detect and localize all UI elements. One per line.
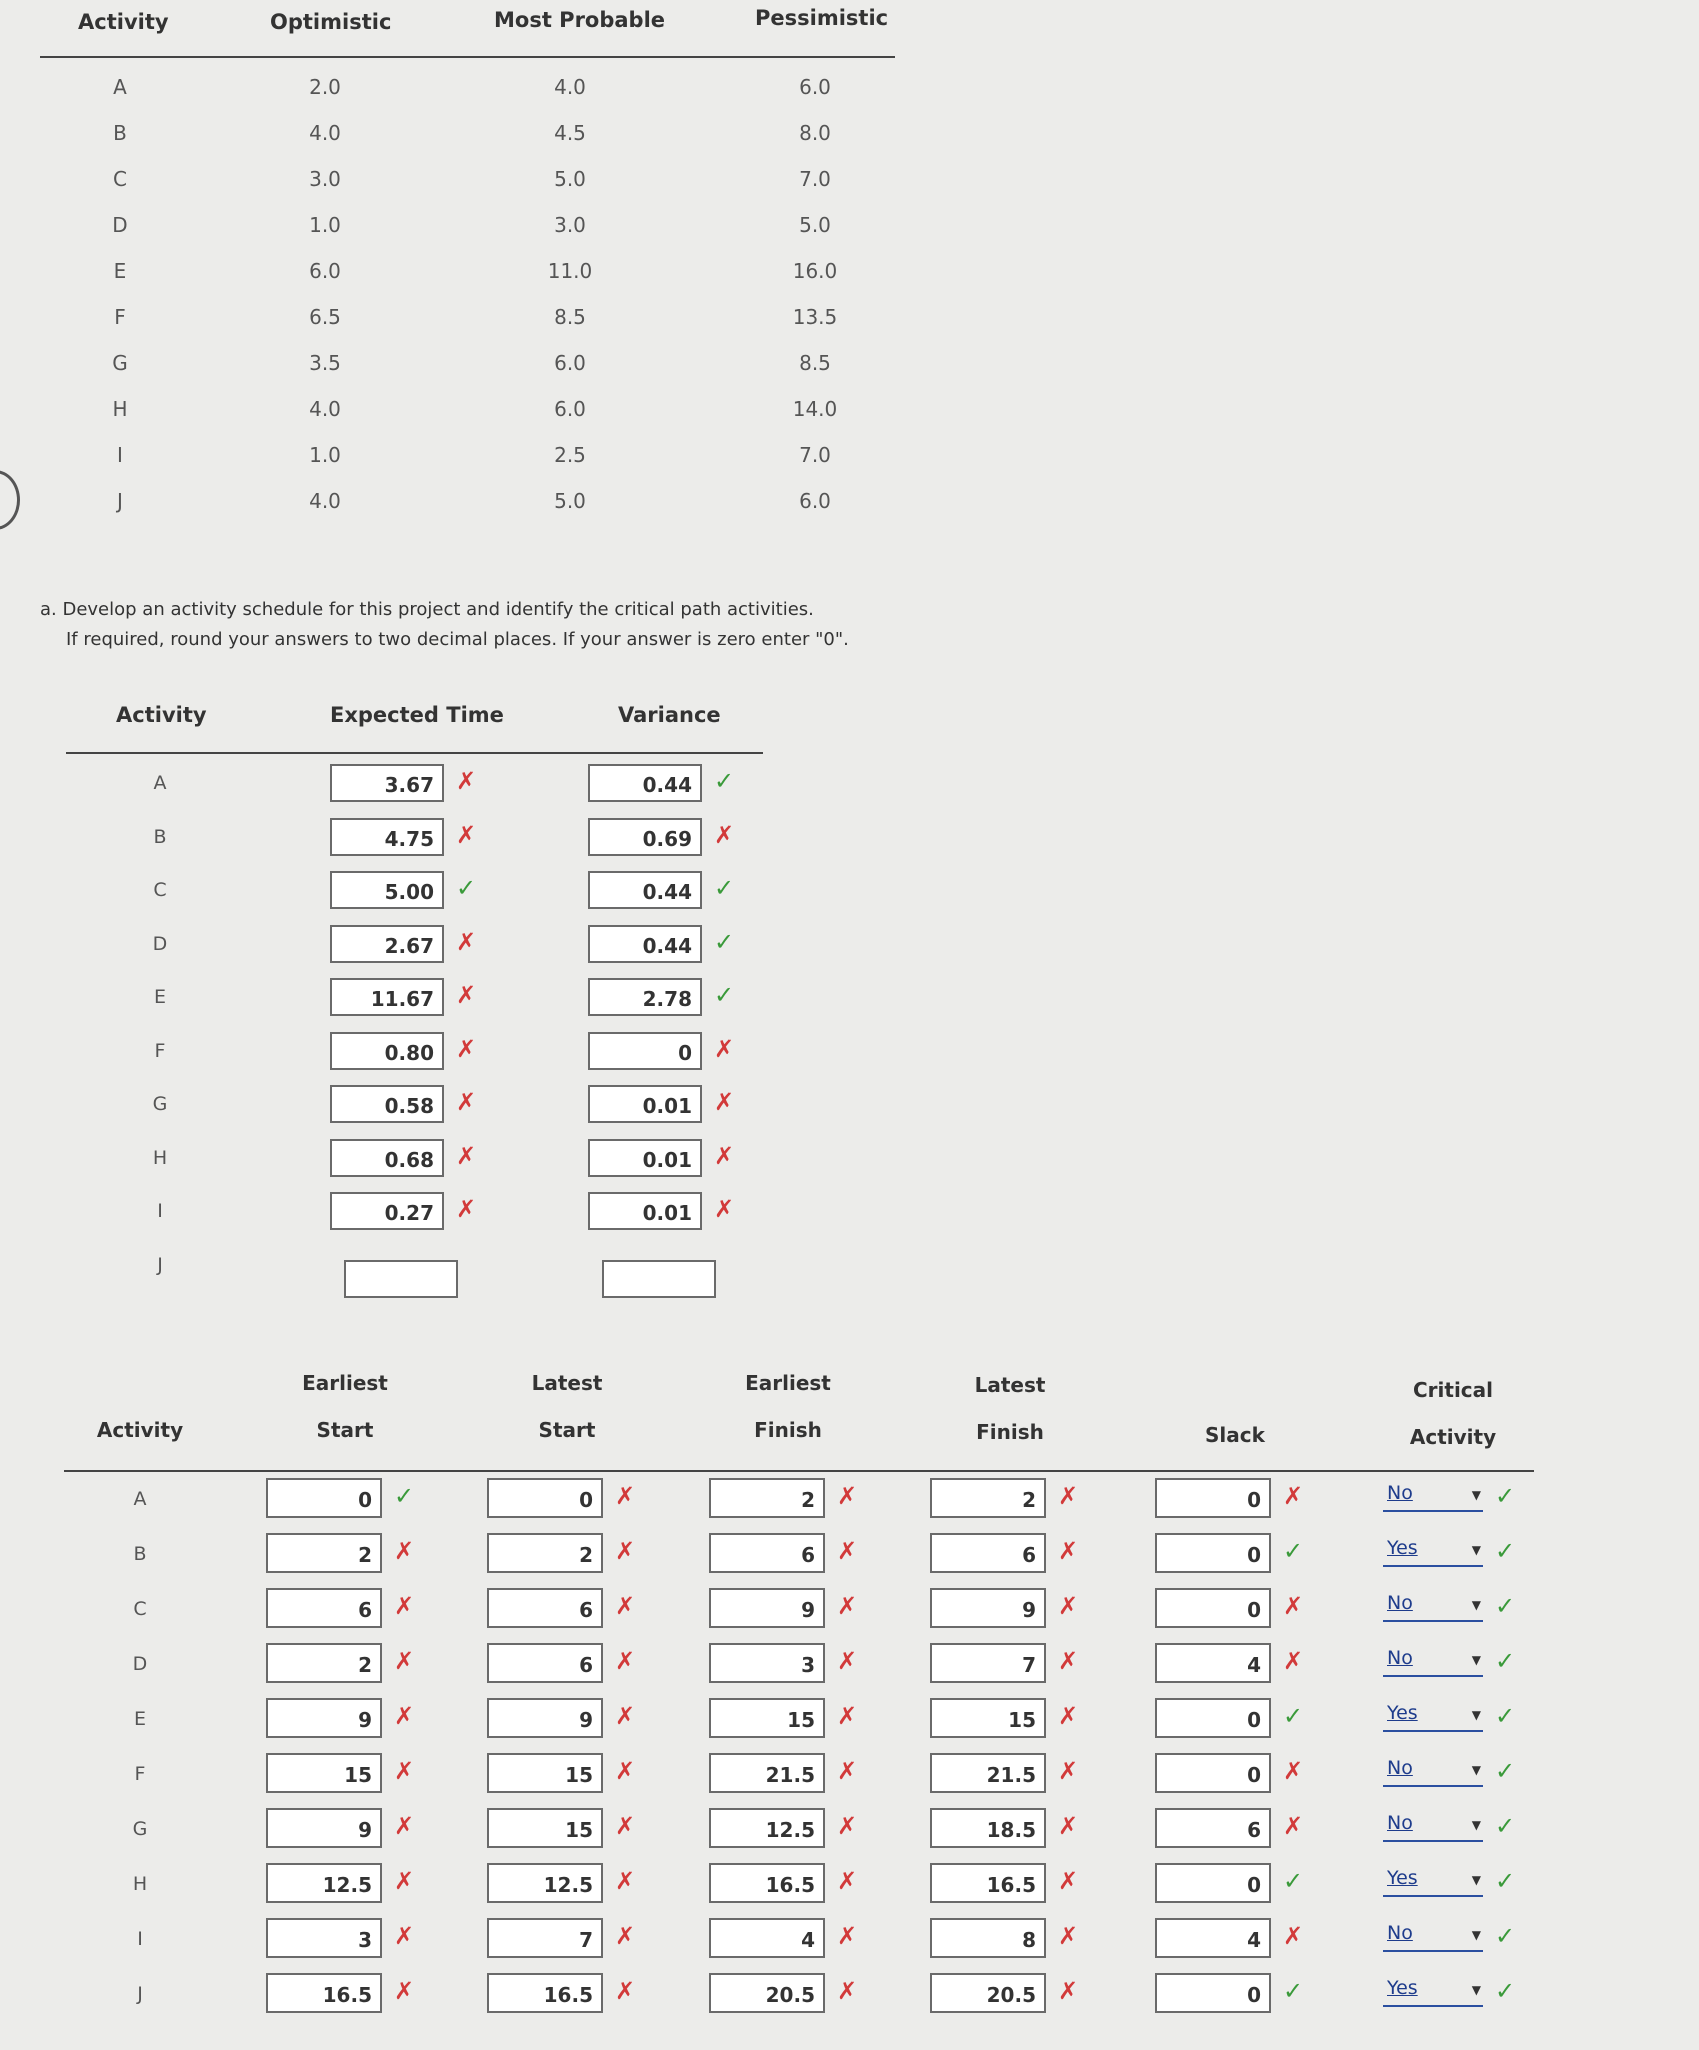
table-row — [0, 1698, 1699, 1748]
activity-label: D — [132, 1653, 148, 1675]
table-row — [0, 213, 900, 253]
cross-icon: ✗ — [837, 1537, 858, 1565]
table-row — [0, 1085, 800, 1131]
activity-label: C — [133, 1598, 147, 1620]
activity-label: E — [133, 1708, 146, 1730]
check-icon: ✓ — [1283, 1702, 1304, 1730]
activity-label: G — [152, 1093, 168, 1115]
time-value: 16.0 — [792, 259, 838, 283]
activity-label: I — [117, 443, 123, 467]
col-header-pessimistic: Pessimistic — [755, 6, 889, 30]
activity-label: F — [114, 305, 126, 329]
activity-label: H — [132, 1873, 148, 1895]
col-header-latest-start-1: Latest — [531, 1371, 603, 1395]
table-row — [0, 1973, 1699, 2023]
cross-icon: ✗ — [394, 1702, 415, 1730]
table-row — [0, 818, 800, 864]
critical-activity-select[interactable] — [1383, 1482, 1483, 1512]
table-row — [0, 1643, 1699, 1693]
cross-icon: ✗ — [615, 1647, 636, 1675]
activity-label: E — [153, 986, 166, 1008]
critical-activity-value: No — [1387, 1922, 1413, 1944]
check-icon: ✓ — [1495, 1757, 1516, 1785]
table-row — [0, 259, 900, 299]
activity-label: J — [157, 1253, 163, 1276]
expected-time-input[interactable]: 0.68 — [330, 1139, 444, 1177]
cross-icon: ✗ — [456, 1088, 477, 1116]
earliest-start-input[interactable]: 9 — [266, 1698, 382, 1738]
cross-icon: ✗ — [1058, 1812, 1079, 1840]
time-value: 6.5 — [309, 305, 341, 329]
latest-start-input[interactable]: 15 — [487, 1808, 603, 1848]
cross-icon: ✗ — [456, 767, 477, 795]
col-header-earliest-start-1: Earliest — [302, 1371, 388, 1395]
time-value: 13.5 — [792, 305, 838, 329]
earliest-finish-input[interactable]: 20.5 — [709, 1973, 825, 2013]
expected-time-input[interactable]: 0.27 — [330, 1192, 444, 1230]
cross-icon: ✗ — [1283, 1922, 1304, 1950]
earliest-finish-input[interactable]: 4 — [709, 1918, 825, 1958]
time-value: 1.0 — [309, 213, 341, 237]
latest-finish-input[interactable]: 6 — [930, 1533, 1046, 1573]
cross-icon: ✗ — [1058, 1977, 1079, 2005]
col-header-earliest-start-2: Start — [316, 1418, 374, 1442]
time-value: 4.0 — [554, 75, 586, 99]
cross-icon: ✗ — [394, 1647, 415, 1675]
activity-label: C — [153, 879, 167, 901]
activity-label: I — [157, 1200, 163, 1222]
earliest-finish-input[interactable]: 12.5 — [709, 1808, 825, 1848]
time-value: 4.5 — [554, 121, 586, 145]
time-value: 6.0 — [799, 75, 831, 99]
cross-icon: ✗ — [837, 1977, 858, 2005]
activity-label: A — [133, 1488, 147, 1510]
latest-start-input[interactable]: 0 — [487, 1478, 603, 1518]
critical-activity-value: No — [1387, 1647, 1413, 1669]
col-header-critical-2: Activity — [1409, 1425, 1497, 1449]
time-value: 5.0 — [799, 213, 831, 237]
activity-label: H — [152, 1146, 168, 1169]
cross-icon: ✗ — [456, 820, 477, 849]
cross-icon: ✗ — [1058, 1537, 1079, 1565]
slack-input[interactable]: 4 — [1155, 1918, 1271, 1958]
col-header-optimistic: Optimistic — [270, 10, 392, 34]
cross-icon: ✗ — [615, 1977, 636, 2005]
cross-icon: ✗ — [615, 1922, 636, 1950]
slack-input[interactable]: 0 — [1155, 1863, 1271, 1903]
latest-finish-input[interactable]: 2 — [930, 1478, 1046, 1518]
earliest-finish-input[interactable]: 2 — [709, 1478, 825, 1518]
variance-input[interactable]: 0 — [588, 1032, 702, 1070]
cross-icon: ✗ — [837, 1647, 858, 1675]
chevron-down-icon[interactable]: ▼ — [1471, 1818, 1481, 1832]
earliest-finish-input[interactable]: 16.5 — [709, 1863, 825, 1903]
variance-input[interactable]: 0.01 — [588, 1085, 702, 1123]
cross-icon: ✗ — [394, 1977, 415, 2005]
cross-icon: ✗ — [1058, 1702, 1079, 1730]
cross-icon: ✗ — [714, 1141, 735, 1170]
cross-icon: ✗ — [1058, 1647, 1079, 1675]
variance-input[interactable]: 2.78 — [588, 978, 702, 1016]
table-row — [0, 871, 800, 917]
col-header-expected-time: Expected Time — [330, 703, 504, 727]
header-divider — [64, 1470, 1534, 1472]
activity-label: C — [113, 167, 127, 191]
time-value: 7.0 — [799, 167, 831, 191]
slack-input[interactable]: 0 — [1155, 1588, 1271, 1628]
cross-icon: ✗ — [615, 1867, 636, 1895]
critical-activity-select[interactable] — [1383, 1867, 1483, 1897]
col-header-critical-1: Critical — [1412, 1378, 1494, 1402]
activity-label: F — [134, 1763, 146, 1785]
latest-start-input[interactable]: 9 — [487, 1698, 603, 1738]
slack-input[interactable]: 4 — [1155, 1643, 1271, 1683]
critical-activity-select[interactable] — [1383, 1592, 1483, 1622]
latest-finish-input[interactable]: 16.5 — [930, 1863, 1046, 1903]
cross-icon: ✗ — [456, 981, 477, 1009]
cross-icon: ✗ — [615, 1592, 636, 1620]
time-value: 4.0 — [309, 489, 341, 513]
time-value: 6.0 — [799, 489, 831, 513]
chevron-down-icon[interactable]: ▼ — [1471, 1543, 1481, 1557]
time-value: 8.5 — [799, 351, 831, 375]
latest-finish-input[interactable]: 15 — [930, 1698, 1046, 1738]
activity-label: B — [113, 121, 127, 145]
time-value: 2.0 — [309, 75, 341, 99]
cross-icon: ✗ — [1058, 1922, 1079, 1950]
time-value: 14.0 — [792, 397, 838, 421]
chevron-down-icon[interactable]: ▼ — [1471, 1653, 1481, 1667]
expected-time-input[interactable]: 2.67 — [330, 925, 444, 963]
latest-finish-input[interactable]: 7 — [930, 1643, 1046, 1683]
earliest-finish-input[interactable]: 6 — [709, 1533, 825, 1573]
check-icon: ✓ — [1283, 1867, 1304, 1895]
check-icon: ✓ — [1495, 1537, 1516, 1565]
earliest-finish-input[interactable]: 3 — [709, 1643, 825, 1683]
critical-activity-value: No — [1387, 1757, 1413, 1779]
earliest-finish-input[interactable]: 9 — [709, 1588, 825, 1628]
activity-label: H — [112, 397, 128, 421]
time-value: 6.0 — [554, 351, 586, 375]
check-icon: ✓ — [394, 1482, 415, 1510]
activity-label: I — [137, 1928, 143, 1950]
earliest-start-input[interactable]: 6 — [266, 1588, 382, 1628]
time-value: 5.0 — [554, 489, 586, 513]
time-value: 6.0 — [309, 259, 341, 283]
cross-icon: ✗ — [1058, 1482, 1079, 1510]
chevron-down-icon[interactable]: ▼ — [1471, 1488, 1481, 1502]
time-value: 6.0 — [554, 397, 586, 421]
time-value: 5.0 — [554, 167, 586, 191]
cross-icon: ✗ — [714, 1088, 735, 1116]
cross-icon: ✗ — [837, 1867, 858, 1895]
activity-label: G — [132, 1818, 148, 1840]
critical-activity-value: Yes — [1387, 1537, 1418, 1559]
activity-label: A — [153, 772, 167, 794]
variance-input[interactable]: 0.01 — [588, 1139, 702, 1177]
slack-input[interactable]: 0 — [1155, 1533, 1271, 1573]
activity-label: D — [152, 932, 168, 955]
latest-finish-input[interactable]: 18.5 — [930, 1808, 1046, 1848]
table-row — [0, 121, 900, 161]
critical-activity-value: Yes — [1387, 1867, 1418, 1889]
slack-input[interactable]: 0 — [1155, 1753, 1271, 1793]
cross-icon: ✗ — [1283, 1592, 1304, 1620]
latest-start-input[interactable]: 6 — [487, 1588, 603, 1628]
activity-label: E — [113, 259, 127, 283]
check-icon: ✓ — [1495, 1592, 1516, 1620]
cross-icon: ✗ — [394, 1922, 415, 1950]
cross-icon: ✗ — [394, 1537, 415, 1565]
activity-label: B — [133, 1543, 147, 1565]
cross-icon: ✗ — [1283, 1482, 1304, 1510]
table-row — [0, 1918, 1699, 1968]
cross-icon: ✗ — [394, 1867, 415, 1895]
table-row — [0, 305, 900, 345]
earliest-start-input[interactable]: 9 — [266, 1808, 382, 1848]
check-icon: ✓ — [714, 981, 735, 1009]
header-divider — [66, 752, 763, 754]
table-row — [0, 1753, 1699, 1803]
cross-icon: ✗ — [1058, 1592, 1079, 1620]
variance-input[interactable]: 0.69 — [588, 818, 702, 856]
cross-icon: ✗ — [714, 1034, 735, 1063]
variance-input[interactable] — [602, 1260, 716, 1298]
earliest-start-input[interactable]: 15 — [266, 1753, 382, 1793]
cross-icon: ✗ — [615, 1757, 636, 1785]
activity-label: B — [153, 825, 167, 848]
earliest-start-input[interactable]: 12.5 — [266, 1863, 382, 1903]
cross-icon: ✗ — [714, 820, 735, 849]
table-row — [0, 1588, 1699, 1638]
check-icon: ✓ — [1495, 1977, 1516, 2005]
latest-start-input[interactable]: 15 — [487, 1753, 603, 1793]
expected-time-input[interactable]: 3.67 — [330, 764, 444, 802]
cross-icon: ✗ — [1283, 1812, 1304, 1840]
activity-label: G — [112, 351, 128, 375]
table-row — [0, 351, 900, 391]
col-header-latest-start-2: Start — [538, 1418, 596, 1442]
table-row — [0, 764, 800, 810]
table-row — [0, 167, 900, 207]
cross-icon: ✗ — [456, 1034, 477, 1063]
variance-input[interactable]: 0.01 — [588, 1192, 702, 1230]
variance-input[interactable]: 0.44 — [588, 871, 702, 909]
check-icon: ✓ — [1495, 1482, 1516, 1510]
chevron-down-icon[interactable]: ▼ — [1471, 1873, 1481, 1887]
header-divider — [40, 56, 895, 58]
cross-icon: ✗ — [394, 1757, 415, 1785]
cross-icon: ✗ — [615, 1482, 636, 1510]
table-row — [0, 978, 800, 1024]
check-icon: ✓ — [714, 874, 735, 902]
expected-time-input[interactable] — [344, 1260, 458, 1298]
check-icon: ✓ — [1495, 1647, 1516, 1675]
cross-icon: ✗ — [1283, 1757, 1304, 1785]
col-header-activity: Activity — [116, 703, 207, 727]
cross-icon: ✗ — [714, 1195, 735, 1223]
critical-activity-value: No — [1387, 1482, 1413, 1504]
cross-icon: ✗ — [1058, 1757, 1079, 1785]
table-row — [0, 925, 800, 971]
chevron-down-icon[interactable]: ▼ — [1471, 1708, 1481, 1722]
critical-activity-value: Yes — [1387, 1977, 1418, 1999]
latest-start-input[interactable]: 6 — [487, 1643, 603, 1683]
table-row — [0, 1246, 800, 1292]
col-header-earliest-finish-1: Earliest — [745, 1371, 831, 1395]
col-header-activity: Activity — [96, 1418, 184, 1442]
critical-activity-value: No — [1387, 1592, 1413, 1614]
chevron-down-icon[interactable]: ▼ — [1471, 1763, 1481, 1777]
instructions-line-1: a. Develop an activity schedule for this project and identify the critical path activities. — [40, 599, 814, 620]
time-value: 11.0 — [547, 259, 593, 283]
earliest-start-input[interactable]: 2 — [266, 1643, 382, 1683]
col-header-slack: Slack — [1205, 1423, 1265, 1447]
col-header-most-probable: Most Probable — [494, 8, 666, 32]
table-row — [0, 397, 900, 437]
slack-input[interactable]: 0 — [1155, 1698, 1271, 1738]
check-icon: ✓ — [1495, 1702, 1516, 1730]
table-row — [0, 1139, 800, 1185]
check-icon: ✓ — [1495, 1812, 1516, 1840]
activity-label: A — [113, 75, 127, 99]
col-header-latest-finish-1: Latest — [974, 1373, 1046, 1397]
chevron-down-icon[interactable]: ▼ — [1471, 1928, 1481, 1942]
cross-icon: ✗ — [837, 1592, 858, 1620]
slack-input[interactable]: 0 — [1155, 1973, 1271, 2013]
time-value: 2.5 — [554, 443, 586, 467]
variance-input[interactable]: 0.44 — [588, 764, 702, 802]
critical-activity-select[interactable] — [1383, 1922, 1483, 1952]
activity-label: F — [154, 1039, 166, 1062]
cross-icon: ✗ — [615, 1812, 636, 1840]
expected-time-input[interactable]: 4.75 — [330, 818, 444, 856]
cross-icon: ✗ — [837, 1757, 858, 1785]
critical-activity-value: No — [1387, 1812, 1413, 1834]
expected-time-input[interactable]: 11.67 — [330, 978, 444, 1016]
expected-time-input[interactable]: 0.58 — [330, 1085, 444, 1123]
time-value: 4.0 — [309, 397, 341, 421]
earliest-finish-input[interactable]: 21.5 — [709, 1753, 825, 1793]
cross-icon: ✗ — [837, 1922, 858, 1950]
check-icon: ✓ — [1283, 1537, 1304, 1565]
chevron-down-icon[interactable]: ▼ — [1471, 1598, 1481, 1612]
earliest-start-input[interactable]: 2 — [266, 1533, 382, 1573]
critical-activity-select[interactable] — [1383, 1977, 1483, 2007]
cross-icon: ✗ — [456, 1195, 477, 1223]
cross-icon: ✗ — [1283, 1647, 1304, 1675]
latest-start-input[interactable]: 16.5 — [487, 1973, 603, 2013]
check-icon: ✓ — [1283, 1977, 1304, 2005]
cross-icon: ✗ — [456, 1141, 477, 1170]
latest-finish-input[interactable]: 9 — [930, 1588, 1046, 1628]
table-row — [0, 443, 900, 483]
cross-icon: ✗ — [394, 1592, 415, 1620]
col-header-earliest-finish-2: Finish — [754, 1418, 822, 1442]
table-row — [0, 1192, 800, 1238]
table-row — [0, 1478, 1699, 1528]
expected-time-input[interactable]: 5.00 — [330, 871, 444, 909]
activity-label: J — [117, 489, 123, 513]
table-row — [0, 1533, 1699, 1583]
cross-icon: ✗ — [615, 1537, 636, 1565]
latest-finish-input[interactable]: 20.5 — [930, 1973, 1046, 2013]
critical-activity-select[interactable] — [1383, 1647, 1483, 1677]
time-value: 3.0 — [554, 213, 586, 237]
variance-input[interactable]: 0.44 — [588, 925, 702, 963]
expected-time-input[interactable]: 0.80 — [330, 1032, 444, 1070]
earliest-start-input[interactable]: 3 — [266, 1918, 382, 1958]
time-value: 3.5 — [309, 351, 341, 375]
latest-finish-input[interactable]: 8 — [930, 1918, 1046, 1958]
instructions — [40, 595, 849, 655]
time-value: 8.5 — [554, 305, 586, 329]
time-value: 4.0 — [309, 121, 341, 145]
critical-activity-select[interactable] — [1383, 1812, 1483, 1842]
time-value: 1.0 — [309, 443, 341, 467]
cross-icon: ✗ — [1058, 1867, 1079, 1895]
time-value: 8.0 — [799, 121, 831, 145]
slack-input[interactable]: 0 — [1155, 1478, 1271, 1518]
table-row — [0, 1032, 800, 1078]
cross-icon: ✗ — [837, 1812, 858, 1840]
critical-activity-select[interactable] — [1383, 1757, 1483, 1787]
cross-icon: ✗ — [456, 927, 477, 956]
earliest-start-input[interactable]: 0 — [266, 1478, 382, 1518]
activity-label: J — [137, 1983, 143, 2005]
latest-finish-input[interactable]: 21.5 — [930, 1753, 1046, 1793]
instructions-line-2: If required, round your answers to two decimal places. If your answer is zero enter "0". — [66, 629, 849, 650]
check-icon: ✓ — [456, 874, 477, 902]
cross-icon: ✗ — [837, 1702, 858, 1730]
latest-start-input[interactable]: 2 — [487, 1533, 603, 1573]
table-row — [0, 75, 900, 115]
critical-activity-value: Yes — [1387, 1702, 1418, 1724]
col-header-variance: Variance — [618, 703, 721, 727]
earliest-finish-input[interactable]: 15 — [709, 1698, 825, 1738]
table-row — [0, 489, 900, 529]
check-icon: ✓ — [1495, 1867, 1516, 1895]
activity-label: D — [112, 213, 128, 237]
latest-start-input[interactable]: 7 — [487, 1918, 603, 1958]
time-value: 7.0 — [799, 443, 831, 467]
chevron-down-icon[interactable]: ▼ — [1471, 1983, 1481, 1997]
cross-icon: ✗ — [615, 1702, 636, 1730]
check-icon: ✓ — [714, 767, 735, 795]
check-icon: ✓ — [1495, 1922, 1516, 1950]
time-value: 3.0 — [309, 167, 341, 191]
col-header-activity: Activity — [78, 10, 169, 34]
check-icon: ✓ — [714, 927, 735, 956]
slack-input[interactable]: 6 — [1155, 1808, 1271, 1848]
cross-icon: ✗ — [837, 1482, 858, 1510]
critical-activity-select[interactable] — [1383, 1702, 1483, 1732]
cross-icon: ✗ — [394, 1812, 415, 1840]
table-row — [0, 1863, 1699, 1913]
latest-start-input[interactable]: 12.5 — [487, 1863, 603, 1903]
col-header-latest-finish-2: Finish — [976, 1420, 1044, 1444]
critical-activity-select[interactable] — [1383, 1537, 1483, 1567]
earliest-start-input[interactable]: 16.5 — [266, 1973, 382, 2013]
table-row — [0, 1808, 1699, 1858]
